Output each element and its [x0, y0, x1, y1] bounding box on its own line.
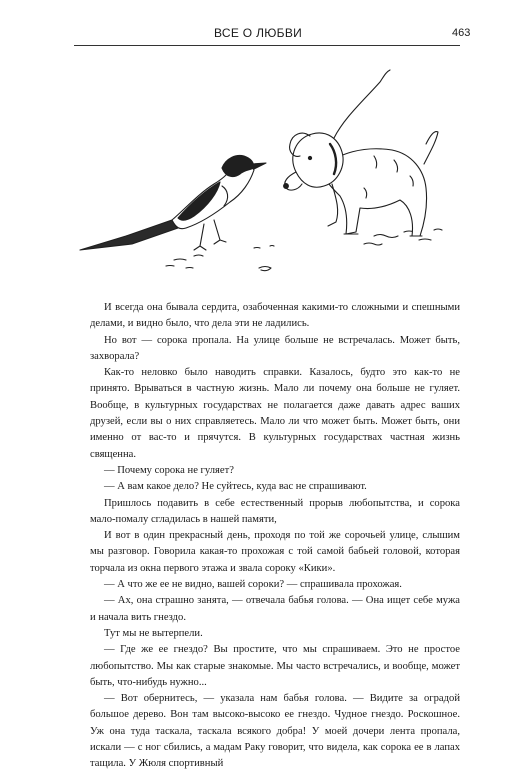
paragraph: Пришлось подавить в себе естественный прорыв любопытства, и сорока мало-помалу сгладилась в нашей памяти,: [90, 497, 460, 525]
dialogue-line: — Вот обернитесь, — указала нам бабья голова. — Видите за оградой большое дерево. Вон там высоко-высоко ее гнездо. Чудное гнездо. Роскошное. Уж она туда таскала, таскала всякого добра! У моей дочери лента пропала, искали — с ног сбились, а мадам Раку говорит, что видела, как сорока ее в лапах тащила. У Жюля спортивный: [90, 693, 460, 770]
magpie-tail: [80, 220, 178, 250]
dialogue-line: — А что же ее не видно, вашей сороки? — спрашивала прохожая.: [104, 579, 402, 591]
illustration-drawing: [74, 60, 464, 290]
ground-marks-right: [364, 229, 442, 245]
paragraph: И вот в один прекрасный день, проходя по той же сорочьей улице, слышим мы разговор. Говорила какая-то прохожая с той самой бабьей головой, которая торчала из окна первого этажа и звала сороку «Кики».: [90, 530, 460, 574]
body-text: [90, 300, 460, 773]
dialogue-line: — Где же ее гнездо? Вы простите, что мы спрашиваем. Это не простое любопытство. Мы как старые знакомые. Мы часто встречались, и вообще, может быть, что-нибудь нужно...: [90, 644, 460, 688]
paragraph: И всегда она бывала сердита, озабоченная какими-то сложными и спешными делами, и видно было, что дела эти не ладились.: [90, 302, 460, 330]
running-title: ВСЕ О ЛЮБВИ: [214, 26, 303, 40]
magpie-legs: [194, 220, 226, 250]
dialogue-line: — А вам какое дело? Не суйтесь, куда вас не спрашивают.: [104, 481, 367, 493]
header-rule: [74, 45, 460, 46]
dog-eye: [308, 156, 311, 159]
ground-marks-left: [166, 255, 203, 268]
page-number: 463: [452, 27, 471, 39]
page-header: [0, 0, 525, 56]
ground-marks-center: [254, 246, 274, 271]
dog-leash: [334, 70, 390, 138]
dialogue-line: — Почему сорока не гуляет?: [104, 464, 234, 476]
paragraph: Как-то неловко было наводить справки. Казалось, будто это как-то не принято. Врываться в частную жизнь. Мало ли почему она больше не гуляет. Вообще, в культурных государствах не полагается даже давать адрес ваших друзей, если вы о них справляетесь. Мало ли что может быть. Может быть, они именно от вас-то и прячутся. В культурных государствах частная жизнь священна.: [90, 367, 460, 460]
magpie-drawing: [80, 156, 266, 251]
illustration-magpie-and-dog: [74, 60, 464, 290]
paragraph: Но вот — сорока пропала. На улице больше не встречалась. Может быть, захворала?: [90, 334, 460, 362]
dog-nose: [284, 184, 289, 189]
dog-tail: [424, 132, 438, 164]
dialogue-line: — Ах, она страшно занята, — отвечала бабья голова. — Она ищет себе мужа и начала вить гнездо.: [90, 595, 460, 623]
dog-drawing: [284, 70, 438, 236]
paragraph: Тут мы не вытерпели.: [104, 627, 203, 639]
magpie-beak: [252, 163, 266, 169]
